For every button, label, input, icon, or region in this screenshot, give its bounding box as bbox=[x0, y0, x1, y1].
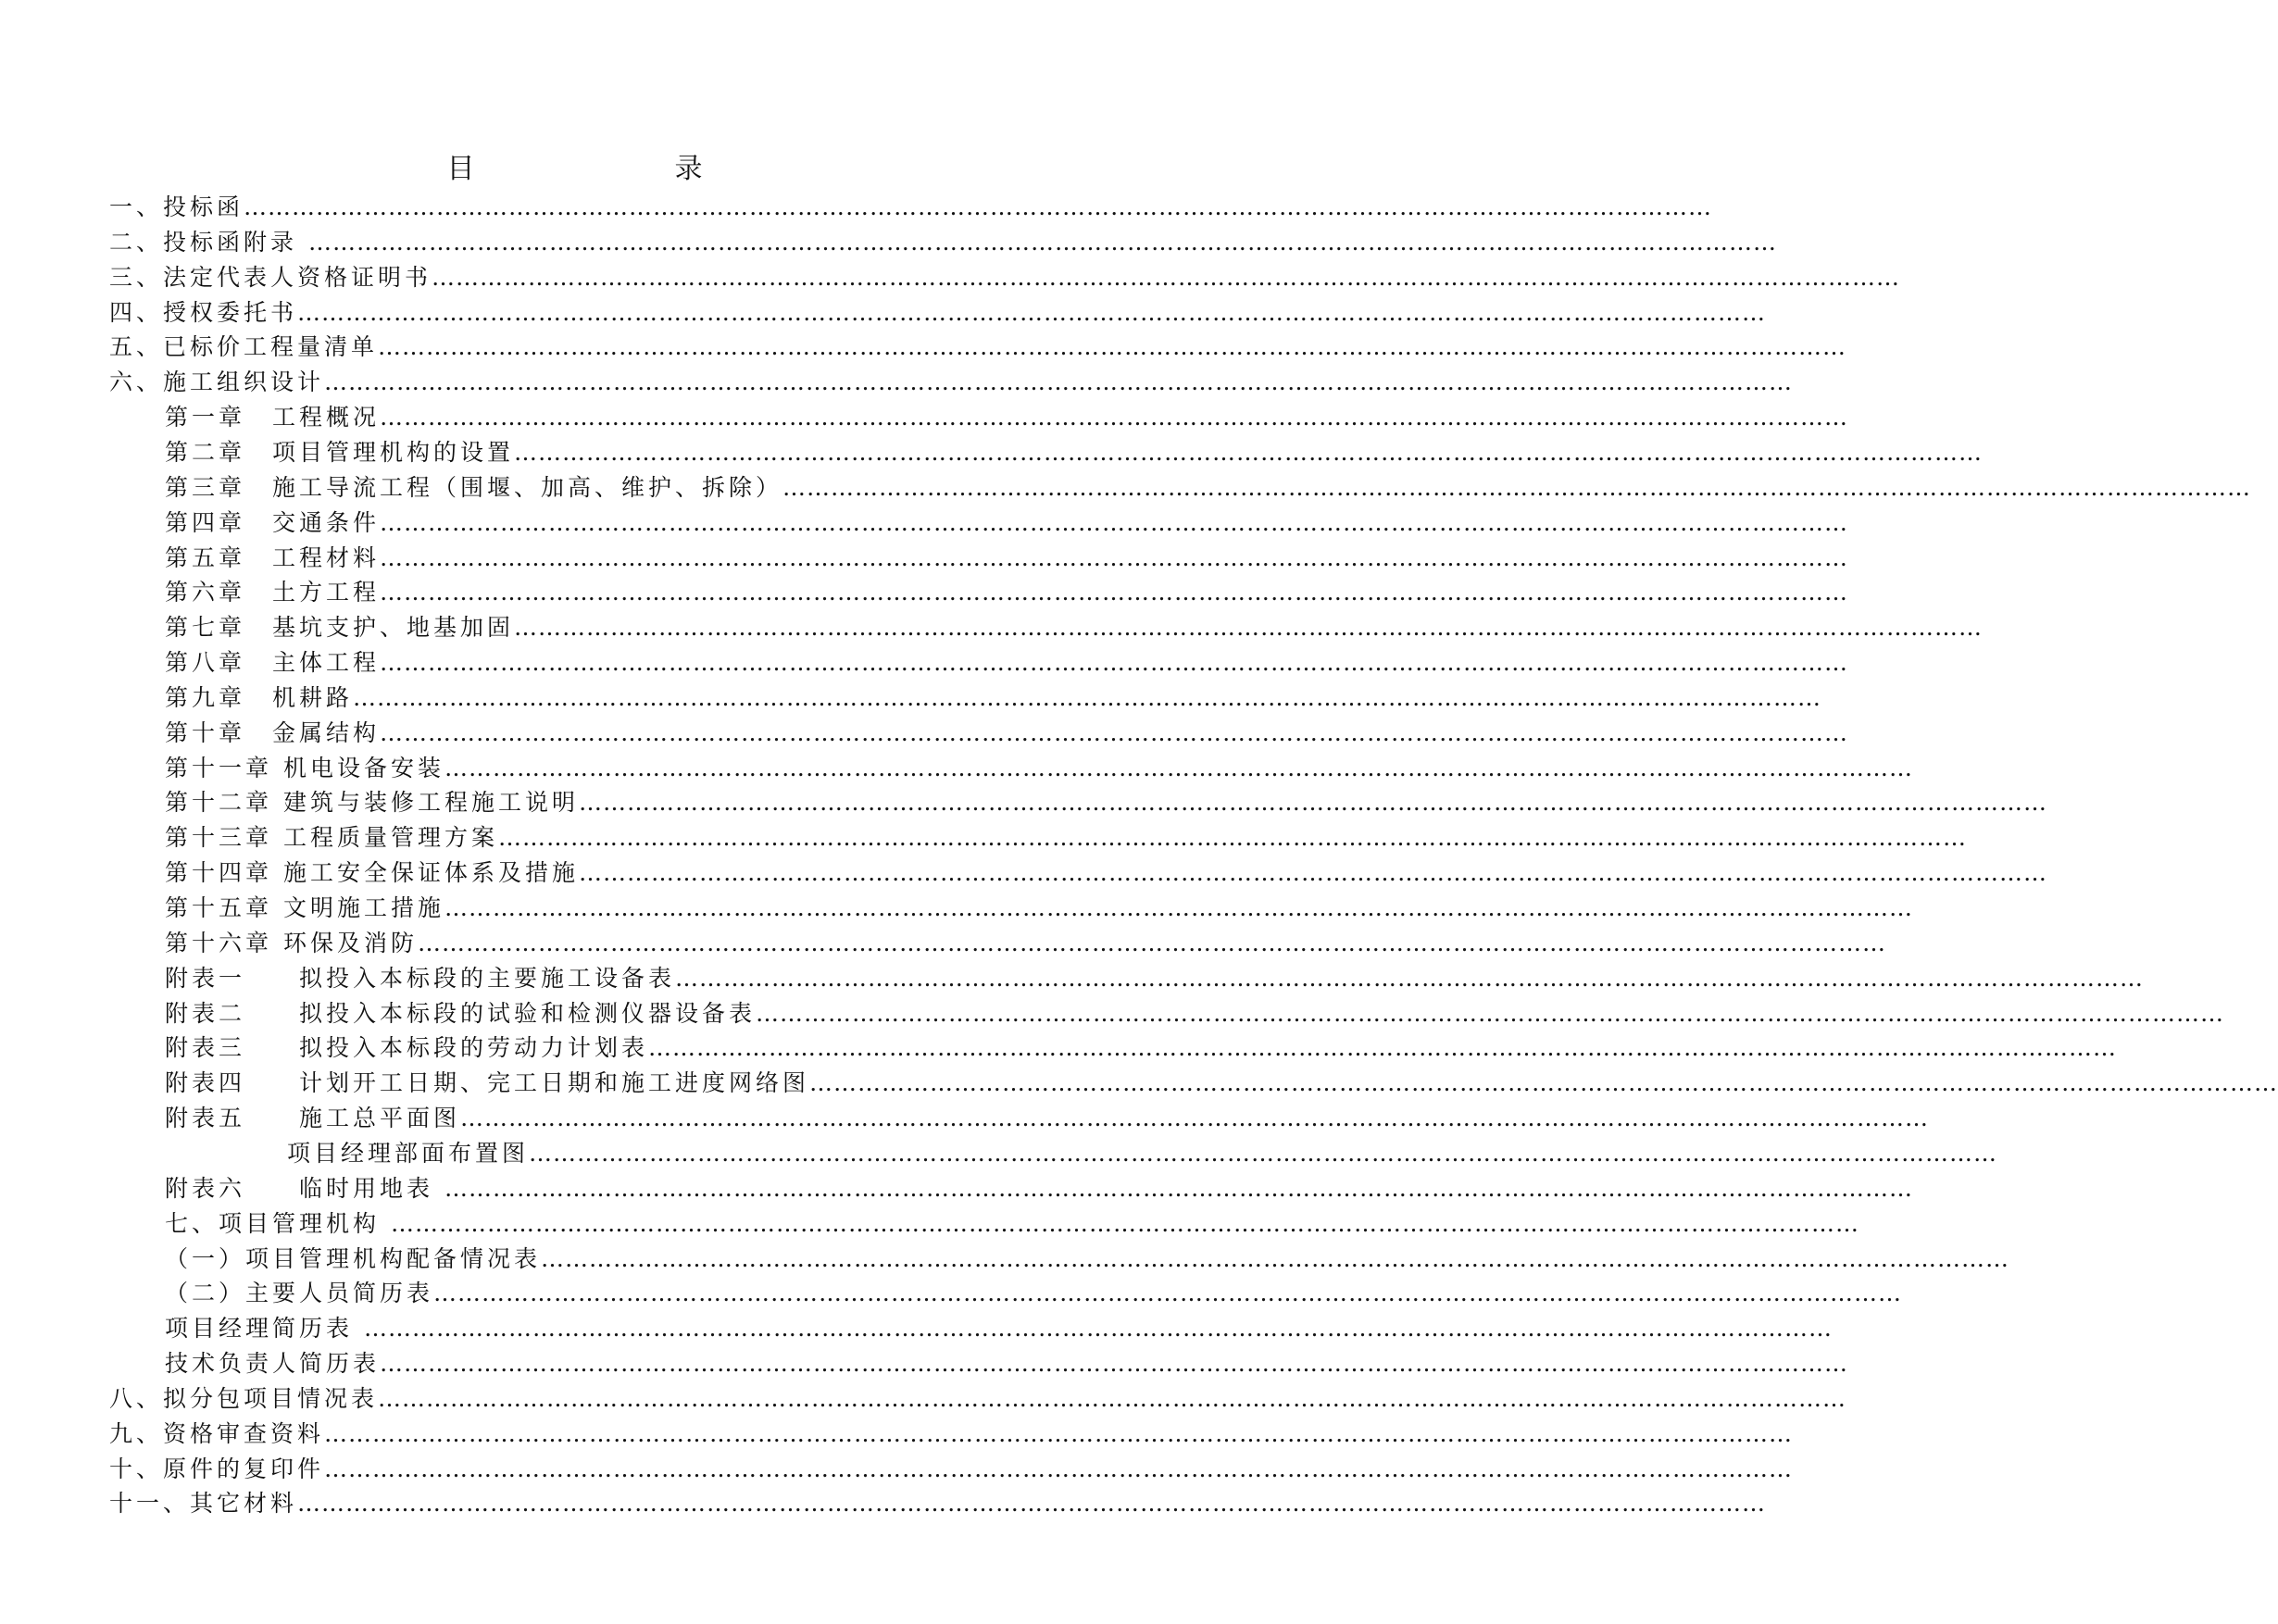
toc-entry bbox=[165, 645, 1849, 681]
toc-entry-label: 四、授权委托书 bbox=[109, 298, 298, 326]
toc-entry bbox=[165, 610, 1984, 645]
dot-leader: ………………………………………………………………………………………………………………………………………………………………… bbox=[529, 1139, 1998, 1167]
dot-leader: ………………………………………………………………………………………………………………………………………………………………… bbox=[380, 508, 1849, 536]
toc-entry bbox=[165, 400, 1849, 435]
dot-leader: ………………………………………………………………………………………………………………………………………………………………… bbox=[648, 1034, 2118, 1062]
toc-entry bbox=[109, 330, 1847, 365]
dot-leader: ………………………………………………………………………………………………………………………………………………………………… bbox=[297, 298, 1767, 326]
dot-leader: ………………………………………………………………………………………………………………………………………………………………… bbox=[324, 1455, 1794, 1482]
dot-leader: ………………………………………………………………………………………………………………………………………………………………… bbox=[324, 369, 1794, 396]
toc-entry bbox=[165, 961, 2145, 996]
toc-entry-label: 第十章 金属结构 bbox=[165, 718, 381, 746]
toc-entry bbox=[165, 506, 1849, 541]
dot-leader: ………………………………………………………………………………………………………………………………………………………………… bbox=[353, 683, 1822, 711]
dot-leader: ………………………………………………………………………………………………………………………………………………………………… bbox=[578, 859, 2047, 887]
toc-entry bbox=[165, 1031, 2118, 1066]
toc-entry bbox=[165, 1242, 2010, 1277]
toc-entry bbox=[109, 365, 1794, 400]
toc-entry bbox=[165, 1346, 1849, 1381]
toc-entry-label: 五、已标价工程量清单 bbox=[109, 333, 379, 361]
dot-leader: ………………………………………………………………………………………………………………………………………………………………… bbox=[307, 228, 1777, 256]
dot-leader: ………………………………………………………………………………………………………………………………………………………………… bbox=[578, 789, 2047, 817]
toc-entry bbox=[165, 751, 1913, 786]
toc-entry bbox=[165, 681, 1822, 716]
dot-leader: ………………………………………………………………………………………………………………………………………………………………… bbox=[432, 263, 1901, 291]
toc-entry-label: 项目经理简历表 bbox=[165, 1315, 364, 1343]
dot-leader: ………………………………………………………………………………………………………………………………………………………………… bbox=[782, 473, 2252, 501]
toc-entry bbox=[165, 435, 1984, 470]
dot-leader: ………………………………………………………………………………………………………………………………………………………………… bbox=[380, 579, 1849, 606]
toc-entry-label: 十一、其它材料 bbox=[109, 1490, 298, 1518]
toc-entry-label: 八、拟分包项目情况表 bbox=[109, 1384, 379, 1412]
dot-leader: ………………………………………………………………………………………………………………………………………………………………… bbox=[378, 1384, 1847, 1412]
toc-entry-label: 第十四章 施工安全保证体系及措施 bbox=[165, 859, 579, 887]
dot-leader: ………………………………………………………………………………………………………………………………………………………………… bbox=[417, 929, 1886, 956]
toc-entry-label: 第六章 土方工程 bbox=[165, 579, 381, 606]
toc-entry bbox=[165, 1101, 1930, 1136]
dot-leader: ………………………………………………………………………………………………………………………………………………………………… bbox=[244, 194, 1713, 220]
page-title: 目 录 bbox=[446, 153, 751, 185]
toc-entry-label: 十、原件的复印件 bbox=[109, 1455, 325, 1482]
toc-entry-label: 一、投标函 bbox=[109, 194, 244, 220]
toc-entry-label: 第十六章 环保及消防 bbox=[165, 929, 418, 956]
toc-entry bbox=[165, 856, 2047, 891]
toc-entry-label: 附表三 拟投入本标段的劳动力计划表 bbox=[165, 1034, 649, 1062]
toc-entry bbox=[109, 1417, 1794, 1452]
dot-leader: ………………………………………………………………………………………………………………………………………………………………… bbox=[380, 718, 1849, 746]
dot-leader: ………………………………………………………………………………………………………………………………………………………………… bbox=[444, 894, 1913, 921]
toc-entry bbox=[109, 1486, 1767, 1521]
toc-entry-label: 第三章 施工导流工程（围堰、加高、维护、拆除） bbox=[165, 473, 783, 501]
toc-entry bbox=[165, 1066, 2278, 1101]
dot-leader: ………………………………………………………………………………………………………………………………………………………………… bbox=[497, 824, 1967, 852]
dot-leader: ………………………………………………………………………………………………………………………………………………………………… bbox=[324, 1419, 1794, 1447]
dot-leader: ………………………………………………………………………………………………………………………………………………………………… bbox=[444, 754, 1913, 781]
toc-entry-label: 九、资格审查资料 bbox=[109, 1419, 325, 1447]
toc-entry-label: 第四章 交通条件 bbox=[165, 508, 381, 536]
toc-entry-label: （二）主要人员简历表 bbox=[165, 1280, 434, 1307]
toc-entry-label: 附表四 计划开工日期、完工日期和施工进度网络图 bbox=[165, 1069, 810, 1097]
toc-entry bbox=[165, 1276, 1903, 1311]
toc-entry bbox=[109, 190, 1713, 225]
toc-entry bbox=[109, 1452, 1794, 1487]
toc-entry-label: （一）项目管理机构配备情况表 bbox=[165, 1244, 542, 1272]
dot-leader: ………………………………………………………………………………………………………………………………………………………………… bbox=[444, 1174, 1913, 1202]
toc-entry bbox=[109, 225, 1777, 260]
dot-leader: ………………………………………………………………………………………………………………………………………………………………… bbox=[756, 999, 2225, 1027]
toc-entry-label: 附表二 拟投入本标段的试验和检测仪器设备表 bbox=[165, 999, 757, 1027]
toc-entry-label: 第十三章 工程质量管理方案 bbox=[165, 824, 498, 852]
dot-leader: ………………………………………………………………………………………………………………………………………………………………… bbox=[460, 1105, 1930, 1132]
dot-leader: ………………………………………………………………………………………………………………………………………………………………… bbox=[541, 1244, 2010, 1272]
dot-leader: ………………………………………………………………………………………………………………………………………………………………… bbox=[378, 333, 1847, 361]
dot-leader: ………………………………………………………………………………………………………………………………………………………………… bbox=[390, 1209, 1859, 1237]
dot-leader: ………………………………………………………………………………………………………………………………………………………………… bbox=[675, 964, 2145, 992]
toc-entry bbox=[165, 785, 2047, 820]
dot-leader: ………………………………………………………………………………………………………………………………………………………………… bbox=[363, 1315, 1833, 1343]
toc-entry bbox=[165, 470, 2252, 506]
toc-entry bbox=[165, 1206, 1859, 1242]
toc-entry bbox=[109, 295, 1767, 331]
toc-entry bbox=[165, 820, 1967, 856]
toc-entry bbox=[165, 575, 1849, 610]
toc-entry-label: 技术负责人简历表 bbox=[165, 1350, 381, 1378]
dot-leader: ………………………………………………………………………………………………………………………………………………………………… bbox=[380, 649, 1849, 677]
toc-entry bbox=[165, 996, 2225, 1031]
toc-entry-label: 六、施工组织设计 bbox=[109, 369, 325, 396]
toc-entry bbox=[165, 891, 1913, 926]
dot-leader: ………………………………………………………………………………………………………………………………………………………………… bbox=[297, 1490, 1767, 1518]
toc-entry bbox=[165, 716, 1849, 751]
toc-entry-label: 二、投标函附录 bbox=[109, 228, 308, 256]
toc-entry bbox=[109, 260, 1901, 295]
toc-entry-label: 附表五 施工总平面图 bbox=[165, 1105, 461, 1132]
toc-entry-label: 附表一 拟投入本标段的主要施工设备表 bbox=[165, 964, 676, 992]
dot-leader: ………………………………………………………………………………………………………………………………………………………………… bbox=[514, 614, 1984, 642]
toc-entry-label: 第七章 基坑支护、地基加固 bbox=[165, 614, 515, 642]
dot-leader: ………………………………………………………………………………………………………………………………………………………………… bbox=[380, 1350, 1849, 1378]
toc-entry bbox=[165, 1311, 1833, 1346]
toc-entry-label: 第十一章 机电设备安装 bbox=[165, 754, 444, 781]
toc-entry-label: 项目经理部面布置图 bbox=[287, 1139, 530, 1167]
toc-entry-label: 第五章 工程材料 bbox=[165, 543, 381, 571]
toc-entry-label: 第八章 主体工程 bbox=[165, 649, 381, 677]
toc-entry bbox=[165, 926, 1886, 961]
dot-leader: ………………………………………………………………………………………………………………………………………………………………… bbox=[380, 543, 1849, 571]
toc-entry-label: 第一章 工程概况 bbox=[165, 404, 381, 431]
toc-entry-label: 七、项目管理机构 bbox=[165, 1209, 391, 1237]
dot-leader: ………………………………………………………………………………………………………………………………………………………………… bbox=[380, 404, 1849, 431]
toc-entry-label: 第九章 机耕路 bbox=[165, 683, 354, 711]
dot-leader: ………………………………………………………………………………………………………………………………………………………………… bbox=[514, 438, 1984, 466]
dot-leader: ………………………………………………………………………………………………………………………………………………………………… bbox=[809, 1069, 2278, 1097]
toc-entry-label: 第二章 项目管理机构的设置 bbox=[165, 438, 515, 466]
toc-entry-label: 第十五章 文明施工措施 bbox=[165, 894, 444, 921]
dot-leader: ………………………………………………………………………………………………………………………………………………………………… bbox=[433, 1280, 1903, 1307]
toc-entry-label: 附表六 临时用地表 bbox=[165, 1174, 444, 1202]
toc-entry bbox=[109, 1381, 1847, 1417]
toc-entry-label: 第十二章 建筑与装修工程施工说明 bbox=[165, 789, 579, 817]
toc-entry bbox=[165, 541, 1849, 576]
toc-entry bbox=[287, 1136, 1998, 1171]
toc-entry-label: 三、法定代表人资格证明书 bbox=[109, 263, 432, 291]
toc-entry bbox=[165, 1171, 1913, 1206]
